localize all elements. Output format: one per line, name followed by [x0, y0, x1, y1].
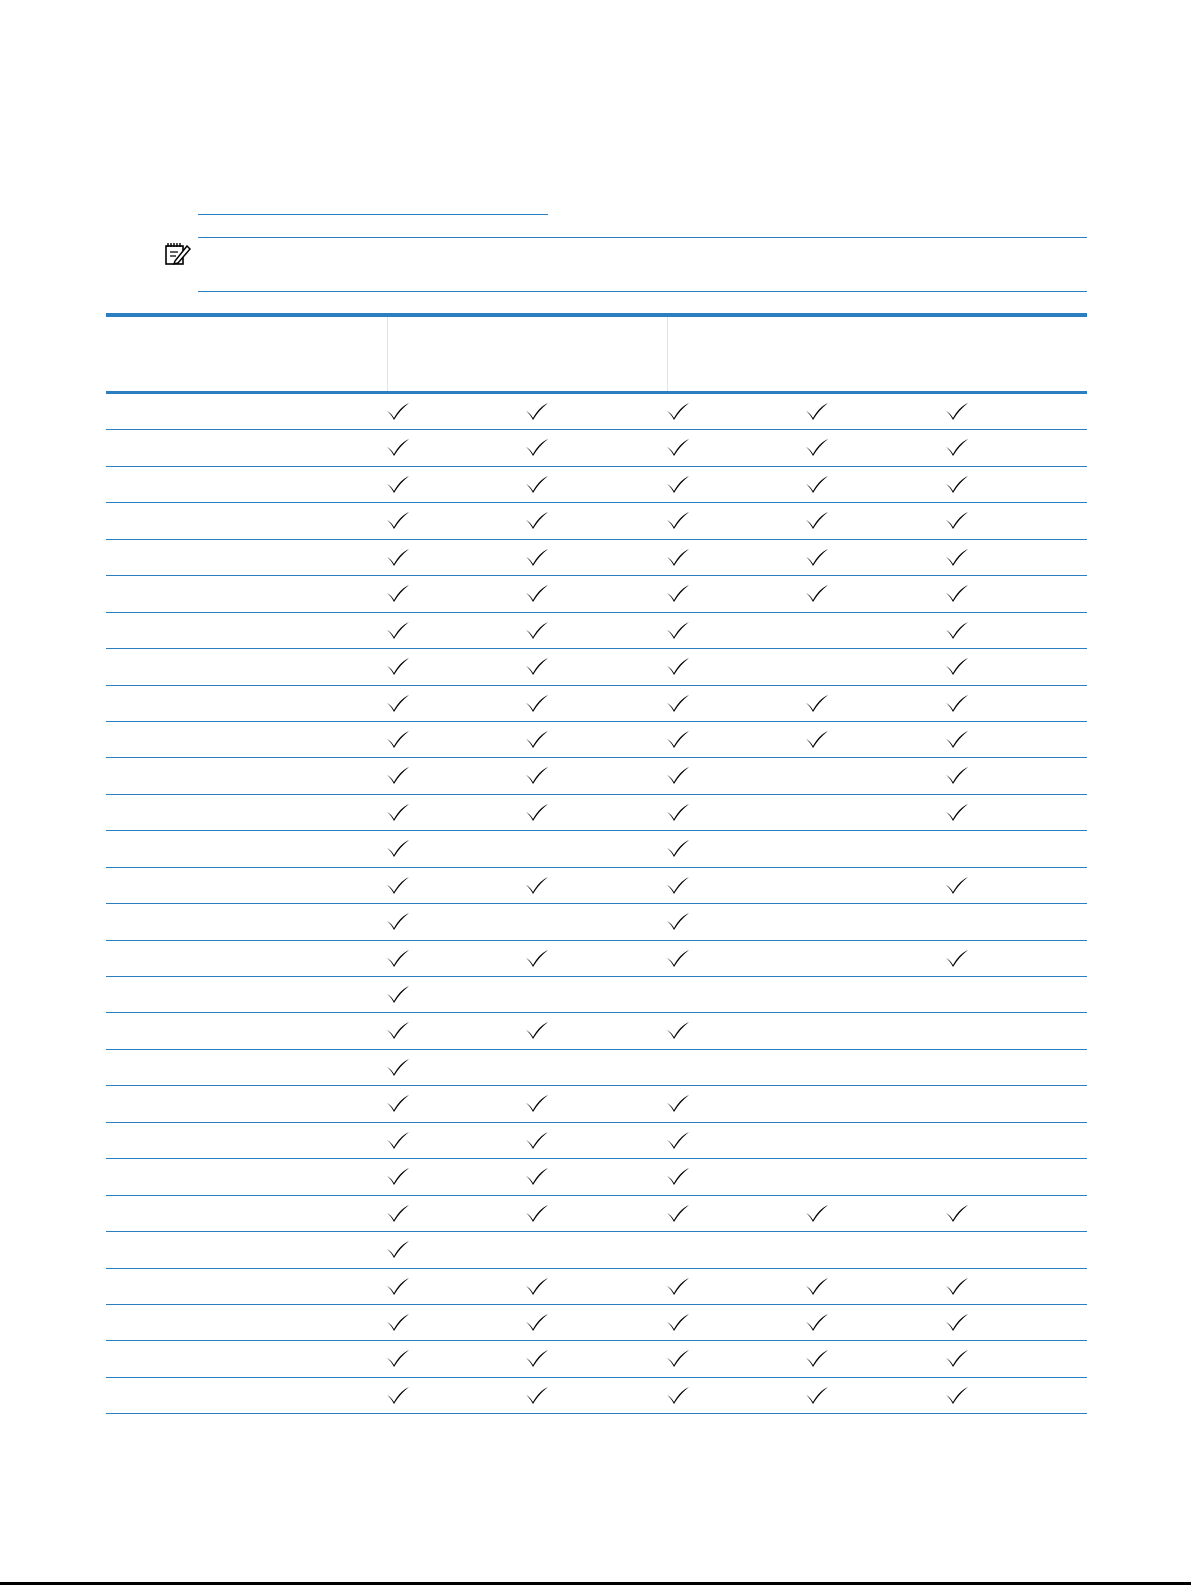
header-divider — [667, 317, 668, 392]
table-row — [106, 1232, 1087, 1268]
checkmark-icon — [385, 474, 411, 494]
checkmark-icon — [804, 729, 830, 749]
checkmark-icon — [944, 401, 970, 421]
checkmark-icon — [804, 1385, 830, 1405]
table-row — [106, 758, 1087, 794]
note-pencil-icon — [163, 240, 191, 268]
checkmark-icon — [524, 620, 550, 640]
table-row — [106, 1305, 1087, 1341]
table-row — [106, 1086, 1087, 1122]
checkmark-icon — [524, 583, 550, 603]
checkmark-icon — [385, 875, 411, 895]
checkmark-icon — [524, 437, 550, 457]
checkmark-icon — [524, 401, 550, 421]
checkmark-icon — [385, 1239, 411, 1259]
checkmark-icon — [385, 620, 411, 640]
checkmark-icon — [524, 1166, 550, 1186]
checkmark-icon — [944, 547, 970, 567]
checkmark-icon — [665, 948, 691, 968]
checkmark-icon — [524, 1385, 550, 1405]
checkmark-icon — [804, 1312, 830, 1332]
checkmark-icon — [524, 510, 550, 530]
checkmark-icon — [385, 1166, 411, 1186]
checkmark-icon — [804, 583, 830, 603]
checkmark-icon — [665, 1276, 691, 1296]
checkmark-icon — [944, 1385, 970, 1405]
table-row — [106, 941, 1087, 977]
table-row — [106, 1269, 1087, 1305]
checkmark-icon — [804, 401, 830, 421]
checkmark-icon — [665, 911, 691, 931]
checkmark-icon — [944, 948, 970, 968]
table-row — [106, 1013, 1087, 1049]
checkmark-icon — [665, 1130, 691, 1150]
checkmark-icon — [665, 510, 691, 530]
checkmark-icon — [385, 948, 411, 968]
table-row — [106, 430, 1087, 466]
checkmark-icon — [524, 474, 550, 494]
checkmark-icon — [804, 1203, 830, 1223]
checkmark-icon — [944, 1312, 970, 1332]
checkmark-icon — [944, 474, 970, 494]
checkmark-icon — [524, 765, 550, 785]
checkmark-icon — [665, 838, 691, 858]
checkmark-icon — [385, 729, 411, 749]
checkmark-icon — [524, 1130, 550, 1150]
table-row — [106, 1378, 1087, 1414]
checkmark-icon — [944, 620, 970, 640]
checkmark-icon — [385, 656, 411, 676]
checkmark-icon — [665, 875, 691, 895]
checkmark-icon — [524, 1020, 550, 1040]
table-row — [106, 576, 1087, 612]
table-row — [106, 613, 1087, 649]
table-row — [106, 1341, 1087, 1377]
table-row — [106, 904, 1087, 940]
checkmark-icon — [524, 1312, 550, 1332]
checkmark-icon — [385, 1093, 411, 1113]
checkmark-icon — [665, 547, 691, 567]
table-row — [106, 649, 1087, 685]
checkmark-icon — [385, 765, 411, 785]
checkmark-icon — [944, 1203, 970, 1223]
checkmark-icon — [385, 1203, 411, 1223]
checkmark-icon — [524, 802, 550, 822]
checkmark-icon — [385, 583, 411, 603]
checkmark-icon — [944, 656, 970, 676]
table-row — [106, 1196, 1087, 1232]
checkmark-icon — [944, 693, 970, 713]
checkmark-icon — [804, 1276, 830, 1296]
checkmark-icon — [524, 656, 550, 676]
checkmark-icon — [524, 875, 550, 895]
checkmark-icon — [524, 1276, 550, 1296]
checkmark-icon — [665, 1020, 691, 1040]
checkmark-icon — [665, 693, 691, 713]
table-row — [106, 722, 1087, 758]
checkmark-icon — [385, 1020, 411, 1040]
checkmark-icon — [665, 401, 691, 421]
checkmark-icon — [665, 729, 691, 749]
table-row — [106, 977, 1087, 1013]
checkmark-icon — [665, 437, 691, 457]
checkmark-icon — [944, 1276, 970, 1296]
table-row — [106, 1123, 1087, 1159]
table-row — [106, 795, 1087, 831]
checkmark-icon — [385, 1276, 411, 1296]
table-row — [106, 686, 1087, 722]
checkmark-icon — [944, 1348, 970, 1368]
table-row — [106, 503, 1087, 539]
table-row — [106, 540, 1087, 576]
checkmark-icon — [665, 1385, 691, 1405]
checkmark-icon — [385, 1348, 411, 1368]
table-row — [106, 868, 1087, 904]
checkmark-icon — [665, 802, 691, 822]
checkmark-icon — [385, 401, 411, 421]
table-body — [106, 394, 1087, 1414]
checkmark-icon — [385, 1385, 411, 1405]
checkmark-icon — [665, 656, 691, 676]
checkmark-icon — [524, 1348, 550, 1368]
checkmark-icon — [385, 693, 411, 713]
checkmark-icon — [385, 1057, 411, 1077]
checkmark-icon — [665, 1312, 691, 1332]
note-box — [198, 237, 1087, 292]
checkmark-icon — [944, 510, 970, 530]
checkmark-icon — [524, 693, 550, 713]
checkmark-icon — [665, 1093, 691, 1113]
checkmark-icon — [944, 729, 970, 749]
checkmark-icon — [385, 838, 411, 858]
checkmark-icon — [944, 802, 970, 822]
checkmark-icon — [804, 510, 830, 530]
checkmark-icon — [524, 547, 550, 567]
table-row — [106, 394, 1087, 430]
checkmark-icon — [804, 437, 830, 457]
table-row — [106, 831, 1087, 867]
checkmark-icon — [385, 984, 411, 1004]
checkmark-icon — [665, 1203, 691, 1223]
checkmark-icon — [524, 729, 550, 749]
checkmark-icon — [665, 765, 691, 785]
checkmark-icon — [524, 948, 550, 968]
table-row — [106, 1159, 1087, 1195]
checkmark-icon — [385, 1312, 411, 1332]
header-divider — [387, 317, 388, 392]
checkmark-icon — [944, 765, 970, 785]
checkmark-icon — [385, 547, 411, 567]
checkmark-icon — [524, 1203, 550, 1223]
checkmark-icon — [665, 620, 691, 640]
checkmark-icon — [665, 1166, 691, 1186]
checkmark-icon — [385, 510, 411, 530]
checkmark-icon — [385, 437, 411, 457]
checkmark-icon — [665, 583, 691, 603]
table-row — [106, 467, 1087, 503]
table-row — [106, 1050, 1087, 1086]
checkmark-icon — [385, 802, 411, 822]
checkmark-icon — [804, 547, 830, 567]
link-underline[interactable] — [198, 214, 548, 215]
checkmark-icon — [944, 875, 970, 895]
checkmark-icon — [804, 474, 830, 494]
checkmark-icon — [665, 1348, 691, 1368]
checkmark-icon — [944, 583, 970, 603]
checkmark-icon — [385, 911, 411, 931]
checkmark-icon — [524, 1093, 550, 1113]
checkmark-icon — [804, 693, 830, 713]
table-header — [106, 317, 1087, 392]
checkmark-icon — [665, 474, 691, 494]
checkmark-icon — [804, 1348, 830, 1368]
checkmark-icon — [385, 1130, 411, 1150]
checkmark-icon — [944, 437, 970, 457]
